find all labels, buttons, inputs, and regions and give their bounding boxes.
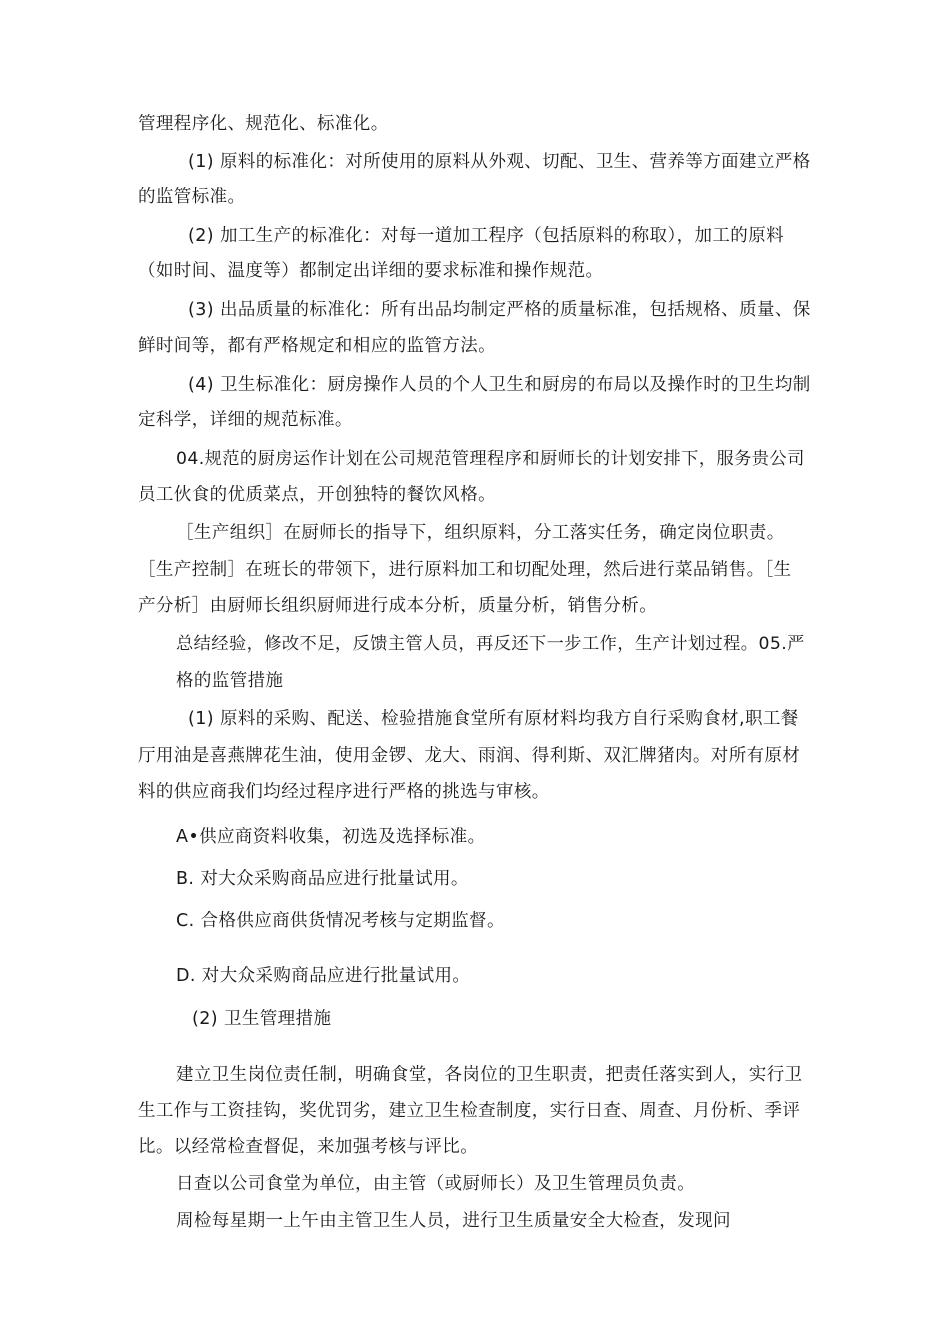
list-item: B. 对大众采购商品应进行批量试用。 bbox=[176, 869, 469, 889]
text-line: 总结经验，修改不足，反馈主管人员，再反还下一步工作，生产计划过程。05.严 bbox=[176, 634, 805, 654]
text-line: (1) 原料的标准化：对所使用的原料从外观、切配、卫生、营养等方面建立严格 bbox=[188, 152, 811, 172]
text-line: 员工伙食的优质菜点，开创独特的餐饮风格。 bbox=[138, 485, 496, 505]
text-line: 建立卫生岗位责任制，明确食堂，各岗位的卫生职责，把责任落实到人，实行卫 bbox=[176, 1065, 803, 1085]
text-line: 厅用油是喜燕牌花生油，使用金锣、龙大、雨润、得利斯、双汇牌猪肉。对所有原材 bbox=[138, 746, 801, 766]
text-line: 鲜时间等，都有严格规定和相应的监管方法。 bbox=[138, 336, 496, 356]
list-item: C. 合格供应商供货情况考核与定期监督。 bbox=[176, 911, 505, 931]
text-line: (2) 加工生产的标准化：对每一道加工程序（包括原料的称取），加工的原料 bbox=[188, 226, 784, 246]
list-item: A•供应商资料收集，初选及选择标准。 bbox=[176, 827, 486, 847]
text-line: 04.规范的厨房运作计划在公司规范管理程序和厨师长的计划安排下，服务贵公司 bbox=[176, 449, 805, 469]
text-line: ［生产组织］在厨师长的指导下，组织原料，分工落实任务，确定岗位职责。 bbox=[176, 523, 785, 543]
list-item: D. 对大众采购商品应进行批量试用。 bbox=[176, 966, 471, 986]
text-line: 周检每星期一上午由主管卫生人员，进行卫生质量安全大检查，发现问 bbox=[176, 1211, 731, 1231]
text-line: 产分析］由厨师长组织厨师进行成本分析，质量分析，销售分析。 bbox=[138, 596, 658, 616]
text-line: (1) 原料的采购、配送、检验措施食堂所有原材料均我方自行采购食材,职工餐 bbox=[188, 709, 799, 729]
text-line: 管理程序化、规范化、标准化。 bbox=[138, 114, 389, 134]
text-line: 的监管标准。 bbox=[138, 187, 246, 207]
text-line: （如时间、温度等）都制定出详细的要求标准和操作规范。 bbox=[138, 261, 604, 281]
text-line: 生工作与工资挂钩，奖优罚劣，建立卫生检查制度，实行日查、周查、月份析、季评 bbox=[138, 1101, 801, 1121]
text-line: 比。以经常检查督促，来加强考核与评比。 bbox=[138, 1137, 479, 1157]
text-line: 格的监管措施 bbox=[176, 671, 284, 691]
text-line: 日查以公司食堂为单位，由主管（或厨师长）及卫生管理员负责。 bbox=[176, 1174, 696, 1194]
section-heading: (2) 卫生管理措施 bbox=[192, 1009, 332, 1029]
text-line: ［生产控制］在班长的带领下，进行原料加工和切配处理，然后进行菜品销售。［生 bbox=[138, 560, 792, 580]
text-line: 料的供应商我们均经过程序进行严格的挑选与审核。 bbox=[138, 782, 550, 802]
text-line: 定科学，详细的规范标准。 bbox=[138, 410, 353, 430]
text-line: (3) 出品质量的标准化：所有出品均制定严格的质量标准，包括规格、质量、保 bbox=[188, 300, 811, 320]
text-line: (4) 卫生标准化：厨房操作人员的个人卫生和厨房的布局以及操作时的卫生均制 bbox=[188, 375, 811, 395]
